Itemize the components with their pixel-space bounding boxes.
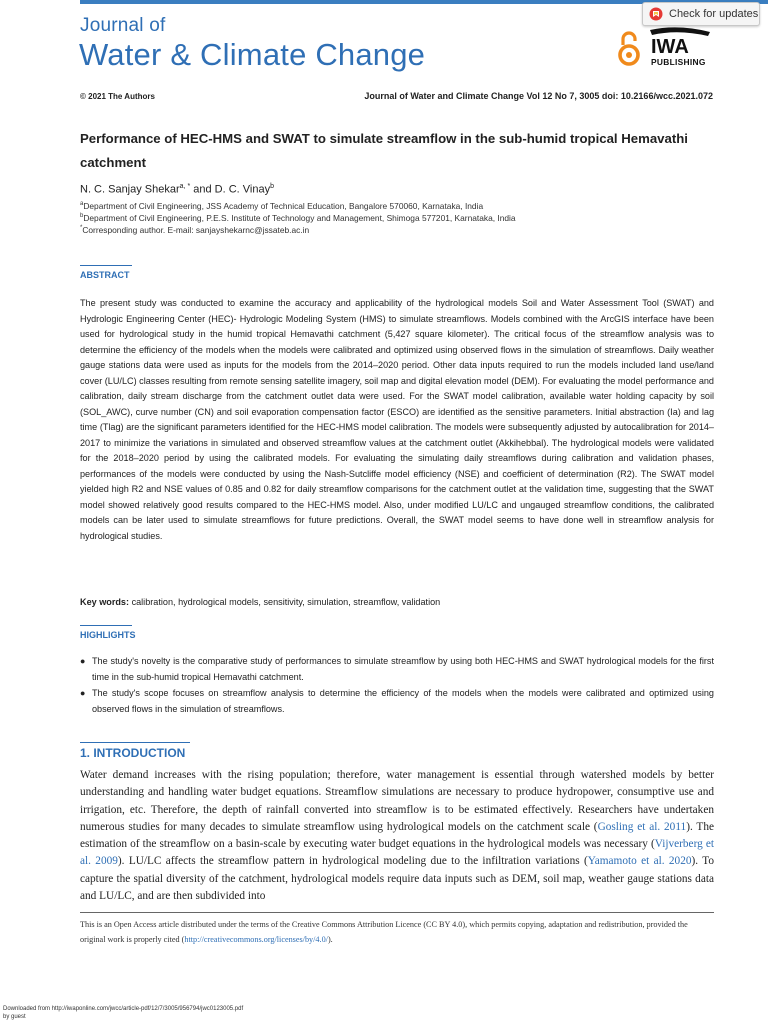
journal-prefix: Journal of [80,15,166,36]
keywords-list: calibration, hydrological models, sensitivity, simulation, streamflow, validation [131,597,441,607]
top-accent-gap [0,0,80,4]
check-for-updates-button[interactable] [642,2,760,26]
abstract-heading: ABSTRACT [80,270,130,280]
bullet-icon: ● [80,688,86,698]
journal-name: Water & Climate Change [79,37,426,72]
svg-text:PUBLISHING: PUBLISHING [651,57,706,67]
svg-text:IWA: IWA [651,36,689,58]
abstract-text: The present study was conducted to examine the accuracy and applicability of the hydrological models Soil and Water Assessment Tool (SWAT) and Hydrologic Engineering Center (HEC)- Hydrologic Modeling System (HMS) to simulate streamflows. Models combined with the ArcGIS interface have been used for hydrological study in the humid tropical Hemavathi catchment (5,427 square kilometer). The critical focus of the streamflow analysis was to determine the efficiency of the models when the models were calibrated and optimized using observed flows in the simulation of streamflows. Daily weather gauge stations data were used as inputs for the models from the 2014–2020 period. Other data inputs required to run the models included land use/land cover (LU/LC) classes resulting from remote sensing satellite imagery, soil map and digital elevation model (DEM). For evaluating the model performance and calibration, daily stream discharge from the catchment outlet data were used. For the SWAT model calibration, available water holding capacity by soil (SOL_AWC), curve number (CN) and soil evaporation compensation factor (ESCO) are identified as the sensitive parameters. Initial abstraction (Ia) and lag time (Tlag) are the significant parameters identified for the HEC-HMS model calibration. The models were subsequently adjusted by autocalibration for 2014–2017 to minimize the variations in simulated and observed streamflow values at the catchment outlet (Akkihebbal). The hydrological models were validated for the 2018–2020 period by using the calibrated models. For evaluating the simulating daily streamflows during calibration and validation phases, performances of the models were conducted by using the Nash-Sutcliffe model efficiency (NSE) and coefficient of determination (R2). The SWAT model yielded high R2 and NSE values of 0.85 and 0.82 for daily streamflow comparisons for the catchment outlet at the validation time, suggesting that the SWAT model showed relatively good results compared to the HEC-HMS model. Also, under modified LU/LC and ungauged streamflow conditions, the calibrated models can be later used to simulate streamflows for future predictions. Overall, the SWAT model seems to have done well in streamflow analysis for hydrological studies. [80,298,714,541]
author-name: D. C. Vinay [214,183,271,196]
check-updates-icon [649,7,663,21]
author-name: N. C. Sanjay Shekar [80,183,180,196]
keywords [80,597,440,607]
open-access-icon [616,28,642,68]
introduction-paragraph: Water demand increases with the rising population; therefore, water management is essential through watershed models by better understanding and handling water budget equations. Streamflow simulations are necessary to produce hydropower, consumptive use and irrigation, etc. Therefore, the depth of rainfall converted into streamflow is to be estimated effectively. Researchers have undertaken numerous studies for many decades to simulate streamflow using hydrological models on the catchment scale (Gosling et al. 2011). The estimation of the streamflow on a basin-scale by executing water budget equations in the hydrological models was necessary (Vijverberg et al. 2009). LU/LC affects the streamflow pattern in hydrological modeling due to the infiltration variations (Yamamoto et al. 2020). To capture the spatial diversity of the catchment, hydrological models require data inputs such as DEM, soil map, weather gauge stations data and LU/LC, and are then subdivided into [80,769,714,903]
introduction-rule [80,742,190,743]
corresponding-author: *Corresponding author. E-mail: sanjayshekarnc@jssateb.ac.in [80,224,310,235]
highlights-list [80,654,714,718]
author-affiliation-mark: a, * [179,183,191,190]
citation-link[interactable]: Vijverberg et al. 2009 [80,838,714,868]
highlights-rule [80,625,132,626]
affiliation-b: $^b$Department of Civil Engineering, P.E.S. Institute of Technology and Management, Shimoga 577201, Karnataka, India [80,212,516,223]
license-footnote: This is an Open Access article distributed under the terms of the Creative Commons Attribution Licence (CC BY 4.0), which permits copying, adaptation and redistribution, provided the original work is properly cited (http://creativecommons.org/licenses/by/4.0/). [80,920,688,944]
citation-link[interactable]: Yamamoto et al. 2020 [587,855,692,868]
author-list [80,183,274,196]
license-link[interactable]: http://creativecommons.org/licenses/by/4.0/ [184,935,328,944]
introduction-heading: 1. INTRODUCTION [80,746,186,760]
copyright-notice: © 2021 The Authors [80,92,155,101]
highlight-item: ● The study's novelty is the comparative study of performances to simulate streamflow by using both HEC-HMS and SWAT hydrological models for the first time in the sub-humid tropical Hemavathi catchment. [80,656,714,682]
keywords-label: Key words: [80,597,130,607]
abstract-rule [80,265,132,266]
highlights-heading: HIGHLIGHTS [80,630,136,640]
footnote-rule [80,912,714,913]
citation-link[interactable]: Gosling et al. 2011 [597,820,687,833]
author-separator: and [190,183,215,196]
bullet-icon: ● [80,656,86,666]
highlight-item: ● The study's scope focuses on streamflow analysis to determine the efficiency of the models when the models were calibrated and optimized using observed flows in the simulation of streamflows. [80,688,714,714]
iwa-publishing-logo [648,26,714,70]
citation-line: Journal of Water and Climate Change Vol 12 No 7, 3005 doi: 10.2166/wcc.2021.072 [364,91,713,101]
author-affiliation-mark: b [270,183,274,190]
affiliation-a: $^a$Department of Civil Engineering, JSS Academy of Technical Education, Bangalore 570060, Karnataka, India [80,200,484,211]
article-title: Performance of HEC-HMS and SWAT to simulate streamflow in the sub-humid tropical Hemavathi catchment [80,131,688,170]
download-note: Downloaded from http://iwaponline.com/jwcc/article-pdf/12/7/3005/956794/jwc0123005.pdf by guest [3,1006,244,1020]
check-for-updates-label: Check for updates [669,8,759,20]
